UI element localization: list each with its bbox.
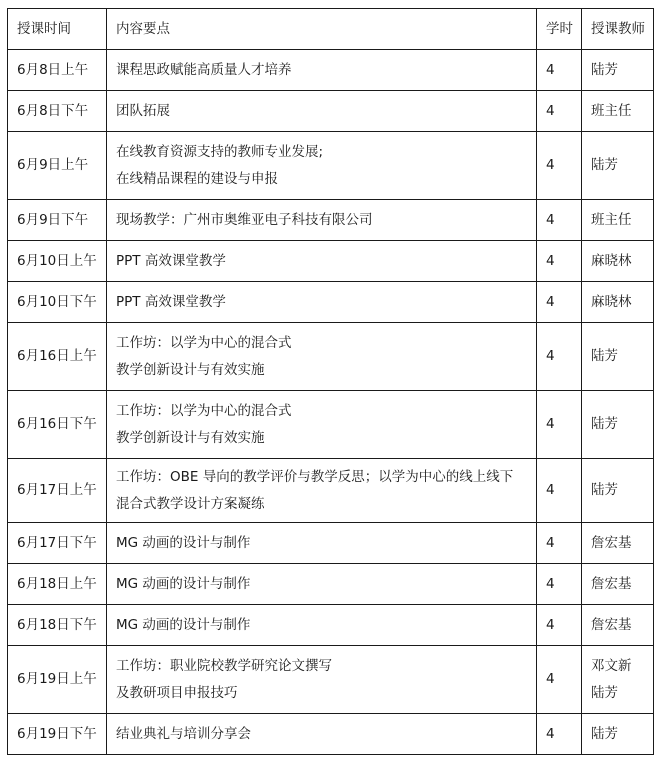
- cell-content: [107, 391, 537, 459]
- teacher-name: 陆芳: [591, 61, 618, 78]
- cell-time: 6月9日上午: [8, 132, 107, 200]
- cell-teacher: [582, 91, 654, 132]
- table-row: [8, 91, 654, 132]
- cell-hours: 4: [537, 91, 582, 132]
- cell-content: [107, 282, 537, 323]
- cell-content: [107, 323, 537, 391]
- content-line: 工作坊：以学为中心的混合式: [116, 334, 292, 351]
- cell-teacher: [582, 523, 654, 564]
- table-row: [8, 241, 654, 282]
- content-line: PPT 高效课堂教学: [116, 293, 226, 310]
- teacher-name: 陆芳: [591, 348, 618, 364]
- content-line: 结业典礼与培训分享会: [116, 725, 251, 742]
- cell-content: [107, 605, 537, 646]
- cell-hours: 4: [537, 564, 582, 605]
- content-line: 工作坊：以学为中心的混合式: [116, 402, 292, 419]
- content-line: MG 动画的设计与制作: [116, 534, 251, 551]
- content-line: 教学创新设计与有效实施: [116, 361, 265, 378]
- cell-hours: 4: [537, 282, 582, 323]
- teacher-name: 班主任: [591, 211, 632, 228]
- cell-hours: 4: [537, 323, 582, 391]
- cell-content: [107, 646, 537, 714]
- cell-teacher: [582, 282, 654, 323]
- cell-time: 6月16日下午: [8, 391, 107, 459]
- teacher-name: 陆芳: [591, 157, 618, 173]
- cell-hours: 4: [537, 132, 582, 200]
- cell-time: 6月19日下午: [8, 714, 107, 755]
- cell-time: 6月16日上午: [8, 323, 107, 391]
- table-row: [8, 605, 654, 646]
- content-line: 教学创新设计与有效实施: [116, 429, 265, 446]
- cell-teacher: [582, 714, 654, 755]
- teacher-name: 詹宏基: [591, 575, 632, 592]
- cell-content: [107, 50, 537, 91]
- cell-content: [107, 200, 537, 241]
- header-content: 内容要点: [107, 9, 537, 50]
- cell-teacher: [582, 391, 654, 459]
- cell-content: [107, 91, 537, 132]
- content-line: 在线教育资源支持的教师专业发展;: [116, 143, 324, 160]
- cell-hours: 4: [537, 714, 582, 755]
- cell-hours: 4: [537, 459, 582, 523]
- cell-hours: 4: [537, 50, 582, 91]
- cell-hours: 4: [537, 241, 582, 282]
- header-teacher: 授课教师: [582, 9, 654, 50]
- table-row: [8, 132, 654, 200]
- table-row: [8, 523, 654, 564]
- cell-teacher: [582, 564, 654, 605]
- teacher-name: 陆芳: [591, 482, 618, 498]
- schedule-body: [8, 50, 654, 755]
- table-row: [8, 714, 654, 755]
- teacher-name: 班主任: [591, 102, 632, 119]
- cell-hours: 4: [537, 391, 582, 459]
- cell-time: 6月8日上午: [8, 50, 107, 91]
- cell-teacher: [582, 323, 654, 391]
- content-line: 混合式教学设计方案凝练: [116, 495, 265, 512]
- header-hours: 学时: [537, 9, 582, 50]
- cell-teacher: [582, 50, 654, 91]
- teacher-name: 陆芳: [591, 725, 618, 742]
- content-line: 工作坊：OBE 导向的教学评价与教学反思；以学为中心的线上线下: [116, 468, 514, 485]
- table-row: [8, 391, 654, 459]
- cell-content: [107, 132, 537, 200]
- cell-teacher: [582, 646, 654, 714]
- content-line: 在线精品课程的建设与申报: [116, 170, 278, 187]
- teacher-name: 邓文新: [591, 657, 632, 674]
- cell-content: [107, 714, 537, 755]
- cell-time: 6月17日下午: [8, 523, 107, 564]
- cell-content: [107, 459, 537, 523]
- cell-hours: 4: [537, 200, 582, 241]
- content-line: MG 动画的设计与制作: [116, 575, 251, 592]
- content-line: MG 动画的设计与制作: [116, 616, 251, 633]
- cell-hours: 4: [537, 646, 582, 714]
- header-row: [8, 9, 654, 50]
- content-line: PPT 高效课堂教学: [116, 252, 226, 269]
- table-row: [8, 282, 654, 323]
- teacher-name: 詹宏基: [591, 616, 632, 633]
- teacher-name: 麻晓林: [591, 293, 632, 310]
- cell-teacher: [582, 605, 654, 646]
- table-row: [8, 323, 654, 391]
- teacher-name: 陆芳: [591, 684, 618, 701]
- cell-time: 6月10日上午: [8, 241, 107, 282]
- table-row: [8, 50, 654, 91]
- cell-teacher: [582, 459, 654, 523]
- cell-hours: 4: [537, 605, 582, 646]
- cell-teacher: [582, 132, 654, 200]
- table-row: [8, 200, 654, 241]
- cell-time: 6月18日下午: [8, 605, 107, 646]
- cell-time: 6月19日上午: [8, 646, 107, 714]
- cell-time: 6月17日上午: [8, 459, 107, 523]
- table-row: [8, 564, 654, 605]
- teacher-name: 陆芳: [591, 416, 618, 432]
- cell-time: 6月9日下午: [8, 200, 107, 241]
- table-row: [8, 459, 654, 523]
- cell-time: 6月18日上午: [8, 564, 107, 605]
- table-row: [8, 646, 654, 714]
- content-line: 团队拓展: [116, 102, 170, 119]
- cell-hours: 4: [537, 523, 582, 564]
- teacher-name: 麻晓林: [591, 252, 632, 269]
- content-line: 现场教学：广州市奥维亚电子科技有限公司: [116, 211, 373, 228]
- content-line: 工作坊：职业院校教学研究论文撰写: [116, 657, 332, 674]
- cell-content: [107, 241, 537, 282]
- cell-time: 6月10日下午: [8, 282, 107, 323]
- schedule-table: [7, 8, 654, 755]
- cell-content: [107, 523, 537, 564]
- content-line: 及教研项目申报技巧: [116, 684, 238, 701]
- cell-teacher: [582, 241, 654, 282]
- teacher-name: 詹宏基: [591, 534, 632, 551]
- cell-teacher: [582, 200, 654, 241]
- cell-content: [107, 564, 537, 605]
- cell-time: 6月8日下午: [8, 91, 107, 132]
- header-time: 授课时间: [8, 9, 107, 50]
- content-line: 课程思政赋能高质量人才培养: [116, 61, 292, 78]
